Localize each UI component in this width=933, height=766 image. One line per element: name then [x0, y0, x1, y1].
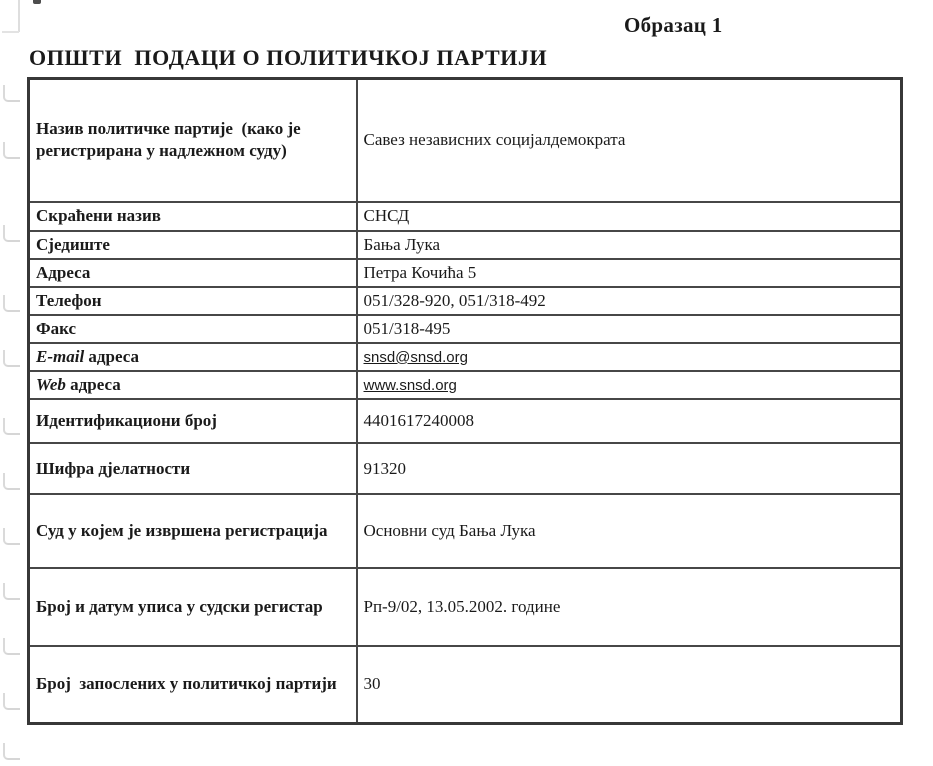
address-label: Адреса — [29, 259, 357, 287]
table-row-activity-code — [29, 443, 902, 494]
address-value: Петра Кочића 5 — [357, 259, 902, 287]
table-row-address — [29, 259, 902, 287]
table-row-email — [29, 343, 902, 371]
scan-artifact-bracket — [3, 142, 20, 159]
table-row-employees-count — [29, 646, 902, 723]
fax-label: Факс — [29, 315, 357, 343]
form-number-label: Образац 1 — [624, 13, 723, 37]
scan-artifact-line — [18, 0, 20, 32]
phone-value: 051/328-920, 051/318-492 — [357, 287, 902, 315]
web-label-latin: Web — [36, 374, 66, 394]
scan-artifact-bracket — [3, 295, 20, 312]
scan-artifact-bracket — [3, 418, 20, 435]
email-label-latin: E-mail — [36, 346, 85, 366]
table-row-registry-entry — [29, 568, 902, 646]
scan-artifact-bracket — [3, 693, 20, 710]
registry-entry-value: Рп-9/02, 13.05.2002. године — [357, 568, 902, 646]
scan-artifact-bracket — [3, 528, 20, 545]
web-label — [29, 371, 357, 399]
email-value — [357, 343, 902, 371]
scan-artifact-bracket — [3, 638, 20, 655]
short-name-label: Скраћени назив — [29, 202, 357, 231]
scan-artifact-bracket — [3, 350, 20, 367]
email-address-text: snsd@snsd.org — [363, 348, 468, 366]
web-label-rest: адреса — [65, 374, 121, 394]
scan-artifact-line — [2, 31, 19, 33]
table-row-party-name — [29, 79, 902, 202]
employees-count-value: 30 — [357, 646, 902, 723]
table-row-phone — [29, 287, 902, 315]
seat-label: Сједиште — [29, 231, 357, 259]
fax-value: 051/318-495 — [357, 315, 902, 343]
email-label-rest: адреса — [84, 346, 139, 366]
employees-count-label: Број запослених у политичкој партији — [29, 646, 357, 723]
seat-value: Бања Лука — [357, 231, 902, 259]
activity-code-value: 91320 — [357, 443, 902, 494]
table-row-id-number — [29, 399, 902, 443]
registration-court-value: Основни суд Бања Лука — [357, 494, 902, 568]
table-row-fax — [29, 315, 902, 343]
page-title: ОПШТИ ПОДАЦИ О ПОЛИТИЧКОЈ ПАРТИЈИ — [29, 45, 548, 70]
table-row-seat — [29, 231, 902, 259]
table-row-short-name — [29, 202, 902, 231]
id-number-value: 4401617240008 — [357, 399, 902, 443]
phone-label: Телефон — [29, 287, 357, 315]
short-name-value: СНСД — [357, 202, 902, 231]
party-general-data-table — [27, 77, 903, 725]
scan-artifact-bracket — [3, 225, 20, 242]
web-address-text: www.snsd.org — [363, 376, 457, 394]
activity-code-label: Шифра дјелатности — [29, 443, 357, 494]
table-row-web — [29, 371, 902, 399]
scan-artifact-bracket — [3, 85, 20, 102]
table-row-registration-court — [29, 494, 902, 568]
party-name-label: Назив политичке партије (како је регистрирана у надлежном суду) — [29, 79, 357, 202]
scan-artifact-bracket — [3, 473, 20, 490]
registration-court-label: Суд у којем је извршена регистрација — [29, 494, 357, 568]
scan-artifact-bracket — [3, 583, 20, 600]
web-value — [357, 371, 902, 399]
registry-entry-label: Број и датум уписа у судски регистар — [29, 568, 357, 646]
party-name-value: Савез независних социјалдемократа — [357, 79, 902, 202]
email-label — [29, 343, 357, 371]
scan-artifact-bracket — [3, 743, 20, 760]
scan-artifact-mark — [33, 0, 41, 4]
id-number-label: Идентификациони број — [29, 399, 357, 443]
